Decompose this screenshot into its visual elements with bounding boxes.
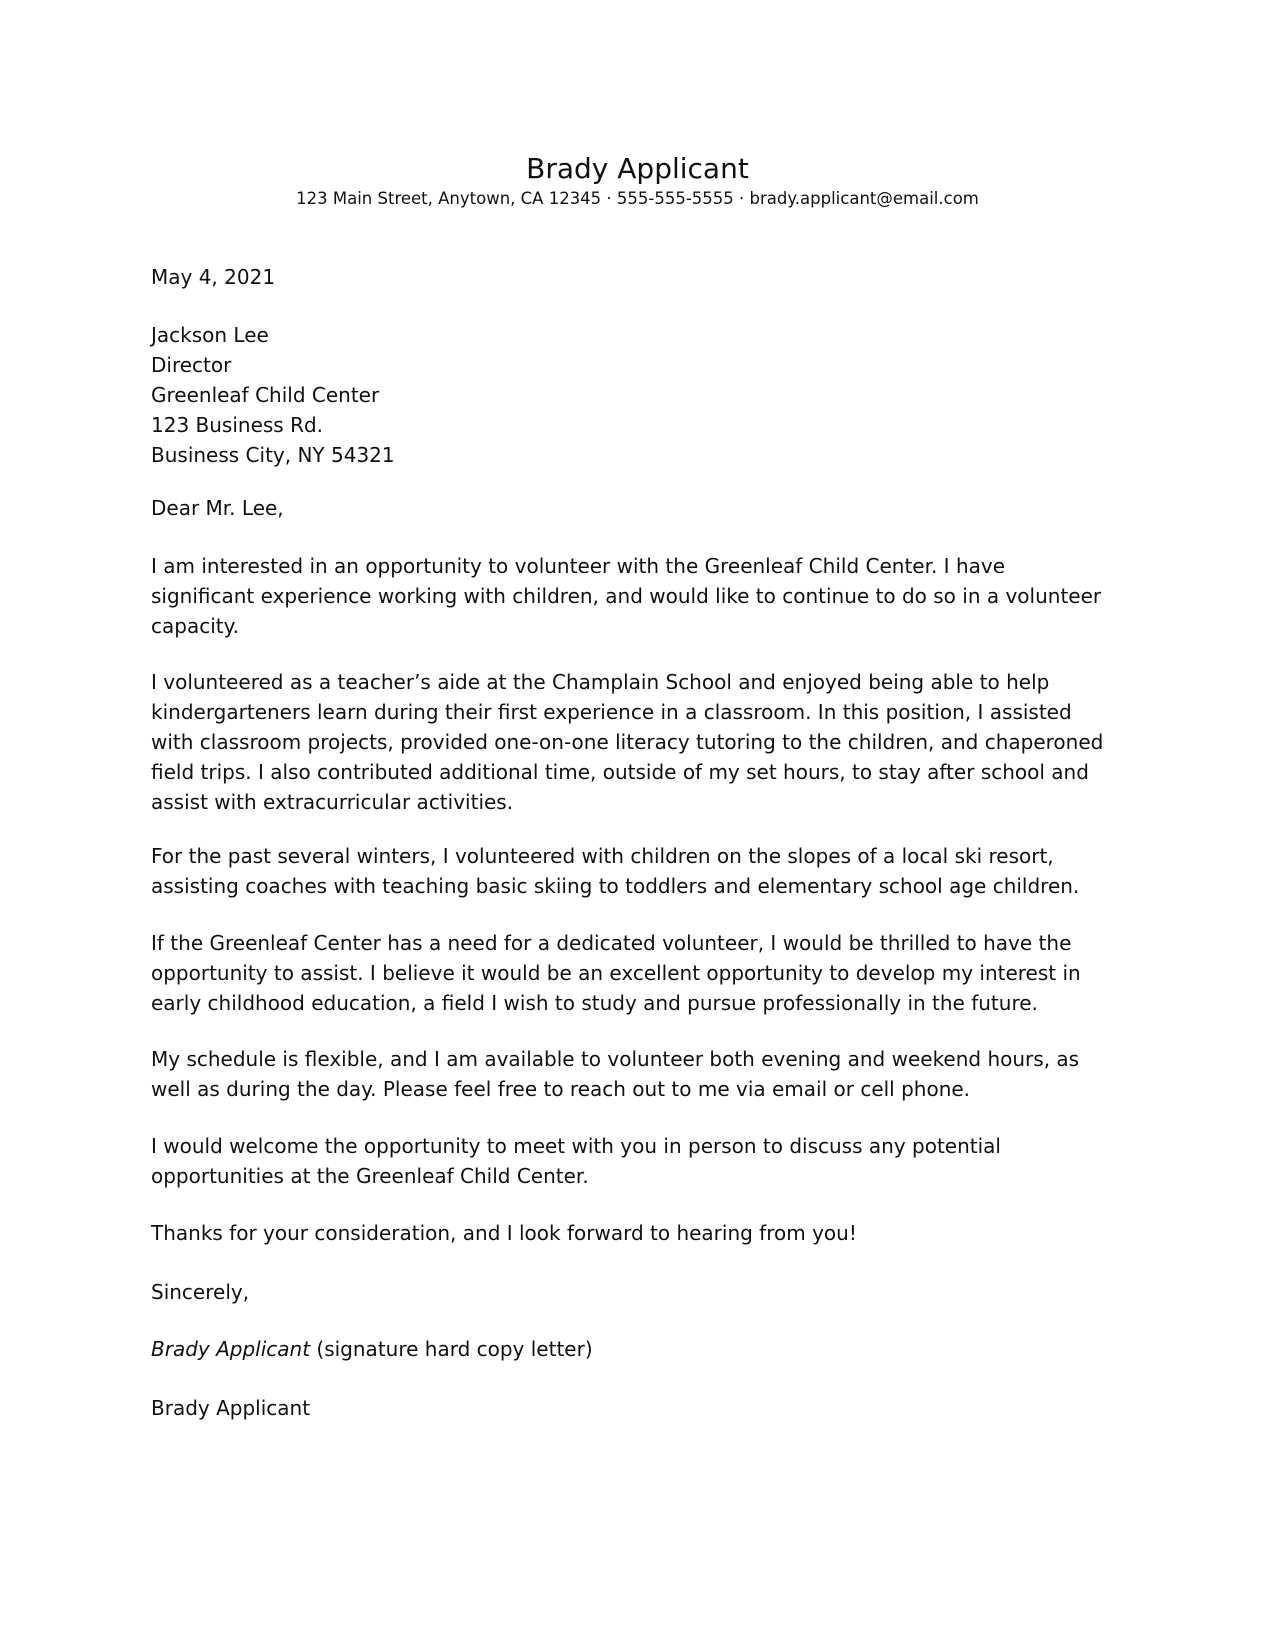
- paragraph-line: opportunities at the Greenleaf Child Center.: [151, 1164, 589, 1188]
- closing: Sincerely,: [151, 1280, 250, 1304]
- paragraph-line: For the past several winters, I volunteered with children on the slopes of a local ski resort,: [151, 844, 1054, 868]
- paragraph-line: well as during the day. Please feel free to reach out to me via email or cell phone.: [151, 1077, 971, 1101]
- paragraph-line: My schedule is flexible, and I am available to volunteer both evening and weekend hours, as: [151, 1047, 1080, 1071]
- letterhead: [0, 152, 1275, 210]
- recipient-street: 123 Business Rd.: [151, 413, 324, 437]
- paragraph-line: kindergarteners learn during their first experience in a classroom. In this position, I assisted: [151, 700, 1072, 724]
- paragraph-line: Thanks for your consideration, and I look forward to hearing from you!: [151, 1221, 857, 1245]
- paragraph-5: [151, 1044, 1131, 1104]
- paragraph-line: with classroom projects, provided one-on-one literacy tutoring to the children, and chaperoned: [151, 730, 1104, 754]
- typed-name: Brady Applicant: [151, 1396, 311, 1420]
- recipient-name: Jackson Lee: [151, 323, 269, 347]
- letter-date: May 4, 2021: [151, 265, 276, 289]
- paragraph-line: I am interested in an opportunity to volunteer with the Greenleaf Child Center. I have: [151, 554, 1006, 578]
- paragraph-4: [151, 928, 1131, 1018]
- paragraph-line: field trips. I also contributed additional time, outside of my set hours, to stay after school and: [151, 760, 1089, 784]
- paragraph-7: [151, 1218, 1131, 1248]
- paragraph-line: capacity.: [151, 614, 239, 638]
- paragraph-2: [151, 667, 1131, 817]
- paragraph-line: assist with extracurricular activities.: [151, 790, 514, 814]
- recipient-title: Director: [151, 353, 232, 377]
- paragraph-6: [151, 1131, 1131, 1191]
- recipient-city: Business City, NY 54321: [151, 443, 395, 467]
- paragraph-line: early childhood education, a field I wish to study and pursue professionally in the future.: [151, 991, 1038, 1015]
- signature-note: (signature hard copy letter): [316, 1337, 593, 1361]
- signature-line: [151, 1334, 1131, 1364]
- paragraph-line: I volunteered as a teacher’s aide at the Champlain School and enjoyed being able to help: [151, 670, 1050, 694]
- sender-contact-line: 123 Main Street, Anytown, CA 12345 · 555-555-5555 · brady.applicant@email.com: [296, 189, 979, 208]
- paragraph-line: assisting coaches with teaching basic skiing to toddlers and elementary school age children.: [151, 874, 1080, 898]
- paragraph-line: If the Greenleaf Center has a need for a dedicated volunteer, I would be thrilled to have the: [151, 931, 1072, 955]
- paragraph-line: opportunity to assist. I believe it would be an excellent opportunity to develop my interest in: [151, 961, 1081, 985]
- paragraph-1: [151, 551, 1131, 641]
- paragraph-line: significant experience working with children, and would like to continue to do so in a volunteer: [151, 584, 1102, 608]
- paragraph-3: [151, 841, 1131, 901]
- sender-name: Brady Applicant: [526, 152, 749, 185]
- recipient-organization: Greenleaf Child Center: [151, 383, 380, 407]
- recipient-address: [151, 320, 1131, 470]
- salutation: Dear Mr. Lee,: [151, 496, 284, 520]
- signature-name: Brady Applicant: [151, 1337, 311, 1361]
- paragraph-line: I would welcome the opportunity to meet with you in person to discuss any potential: [151, 1134, 1001, 1158]
